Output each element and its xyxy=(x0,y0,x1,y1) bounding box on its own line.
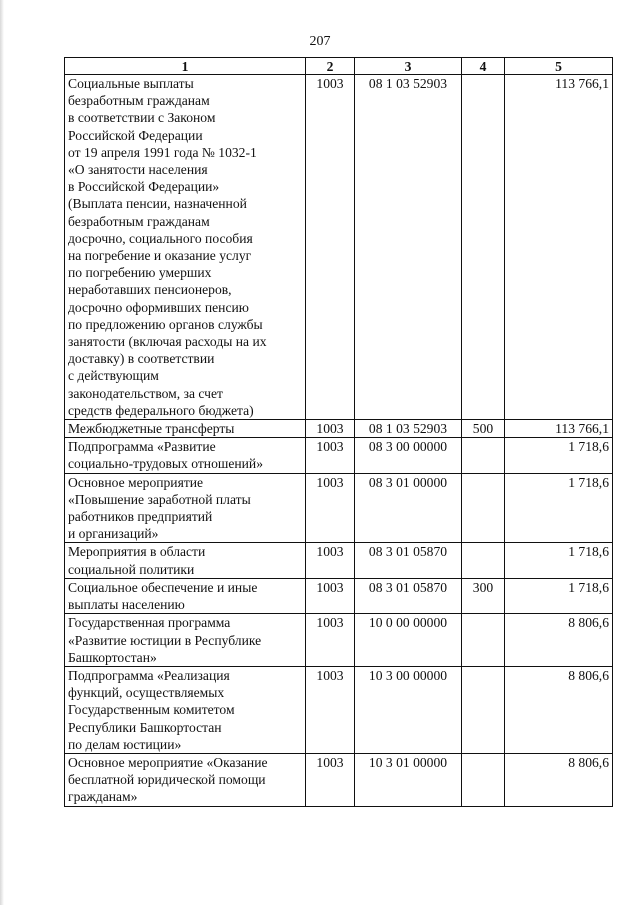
row-expense-type: 500 xyxy=(462,420,505,438)
row-expense-type xyxy=(462,753,505,806)
row-name: Социальное обеспечение и иные выплаты населению xyxy=(65,578,306,613)
row-section: 1003 xyxy=(306,75,355,420)
row-expense-type xyxy=(462,438,505,473)
table-row xyxy=(65,666,613,753)
row-name: Социальные выплаты безработным гражданам в соответствии с Законом Российской Федерации от 19 апреля 1991 года № 1032-1 «О занятости населения в Российской Федерации» (Выплата пенсии, назначенной безработным гражданам досрочно, социального пособия на погребение и оказание услуг по погребению умерших неработавших пенсионеров, досрочно оформивших пенсию по предложению органов службы занятости (включая расходы на их доставку) в соответствии с действующим законодательством, за счет средств федерального бюджета) xyxy=(65,75,306,420)
row-name: Основное мероприятие «Повышение заработной платы работников предприятий и организаций» xyxy=(65,473,306,543)
table-row xyxy=(65,543,613,578)
header-col-1: 1 xyxy=(65,58,306,75)
row-section: 1003 xyxy=(306,578,355,613)
row-target-article: 10 0 00 00000 xyxy=(355,614,462,667)
table-row xyxy=(65,473,613,543)
header-row xyxy=(65,58,613,75)
row-section: 1003 xyxy=(306,438,355,473)
header-col-4: 4 xyxy=(462,58,505,75)
row-amount: 1 718,6 xyxy=(505,578,613,613)
row-expense-type xyxy=(462,614,505,667)
row-amount: 1 718,6 xyxy=(505,543,613,578)
table-row xyxy=(65,753,613,806)
row-expense-type xyxy=(462,75,505,420)
scan-edge-shadow xyxy=(0,0,4,905)
budget-table xyxy=(64,57,613,807)
row-section: 1003 xyxy=(306,753,355,806)
row-name: Основное мероприятие «Оказание бесплатной юридической помощи гражданам» xyxy=(65,753,306,806)
table-row xyxy=(65,614,613,667)
row-name: Государственная программа «Развитие юстиции в Республике Башкортостан» xyxy=(65,614,306,667)
row-expense-type xyxy=(462,543,505,578)
row-section: 1003 xyxy=(306,473,355,543)
row-name: Межбюджетные трансферты xyxy=(65,420,306,438)
row-target-article: 10 3 01 00000 xyxy=(355,753,462,806)
row-amount: 113 766,1 xyxy=(505,75,613,420)
table-header xyxy=(65,58,613,75)
row-amount: 8 806,6 xyxy=(505,666,613,753)
row-amount: 8 806,6 xyxy=(505,753,613,806)
table-row xyxy=(65,420,613,438)
header-col-5: 5 xyxy=(505,58,613,75)
row-target-article: 08 3 00 00000 xyxy=(355,438,462,473)
row-section: 1003 xyxy=(306,420,355,438)
table-body xyxy=(65,75,613,807)
row-target-article: 08 3 01 00000 xyxy=(355,473,462,543)
row-expense-type xyxy=(462,666,505,753)
row-expense-type: 300 xyxy=(462,578,505,613)
row-target-article: 08 1 03 52903 xyxy=(355,420,462,438)
row-target-article: 10 3 00 00000 xyxy=(355,666,462,753)
row-target-article: 08 3 01 05870 xyxy=(355,578,462,613)
row-amount: 113 766,1 xyxy=(505,420,613,438)
table-row xyxy=(65,75,613,420)
header-col-3: 3 xyxy=(355,58,462,75)
row-name: Мероприятия в области социальной политики xyxy=(65,543,306,578)
header-col-2: 2 xyxy=(306,58,355,75)
row-section: 1003 xyxy=(306,666,355,753)
row-expense-type xyxy=(462,473,505,543)
row-name: Подпрограмма «Реализация функций, осуществляемых Государственным комитетом Республики Башкортостан по делам юстиции» xyxy=(65,666,306,753)
row-amount: 1 718,6 xyxy=(505,438,613,473)
page-number: 207 xyxy=(309,34,331,49)
row-target-article: 08 3 01 05870 xyxy=(355,543,462,578)
row-section: 1003 xyxy=(306,614,355,667)
row-amount: 1 718,6 xyxy=(505,473,613,543)
table-row xyxy=(65,578,613,613)
row-target-article: 08 1 03 52903 xyxy=(355,75,462,420)
row-section: 1003 xyxy=(306,543,355,578)
row-amount: 8 806,6 xyxy=(505,614,613,667)
table-row xyxy=(65,438,613,473)
row-name: Подпрограмма «Развитие социально-трудовых отношений» xyxy=(65,438,306,473)
